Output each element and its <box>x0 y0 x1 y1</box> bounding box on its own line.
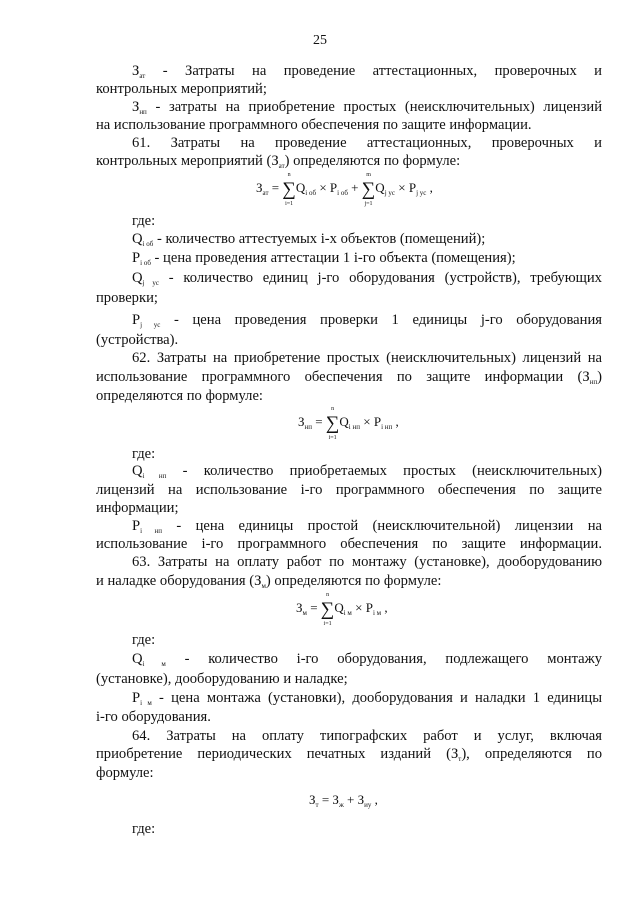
text-line: $З_{нп}$ - затраты на приобретение простых (неисключительных) лицензий <box>132 99 602 116</box>
text-line: лицензий на использование i-го программного обеспечения по защите <box>96 482 602 498</box>
text-line: приобретение периодических печатных изданий $(З_т)$, определяются по <box>96 746 602 763</box>
text-line: где: <box>132 446 156 462</box>
text-line: использование программного обеспечения по защите информации $(З_{нп})$ <box>96 369 602 386</box>
sum-symbol: ∑ n i=1 <box>320 592 335 627</box>
text-line: проверки; <box>96 290 158 306</box>
formula-attestation: $З_{ат}$ = ∑ n i=1 $Q_{i об} \times P_{i об}$ + ∑ m j=1 $Q_{j ус} \times P_{j ус}$ , <box>256 172 433 207</box>
formula-installation: $З_м$ = ∑ n i=1 $Q_{i м} \times P_{i м}$ , <box>296 592 388 627</box>
text-line: $Q_{i м}$ - количество i-го оборудования, подлежащего монтажу <box>132 651 602 668</box>
text-line: информации; <box>96 500 179 516</box>
text-line: 61. Затраты на проведение аттестационных, проверочных и <box>132 135 602 151</box>
sum-symbol: ∑ n i=1 <box>325 406 340 441</box>
text-line: на использование программного обеспечения по защите информации. <box>96 117 532 133</box>
text-line: где: <box>132 821 156 837</box>
text-line: определяются по формуле: <box>96 388 263 404</box>
text-line: $Q_{i нп}$ - количество приобретаемых простых (неисключительных) <box>132 463 603 480</box>
text-line: где: <box>132 632 156 648</box>
formula-licenses: $З_{нп}$ = ∑ n i=1 $Q_{i нп} \times P_{i нп}$ , <box>298 406 399 441</box>
sum-symbol: ∑ m j=1 <box>361 172 376 207</box>
text-line: $P_{i нп}$ - цена единицы простой (неисключительной) лицензии на <box>132 518 602 535</box>
text-line: (установке), дооборудованию и наладке; <box>96 671 348 687</box>
text-line: 63. Затраты на оплату работ по монтажу (установке), дооборудованию <box>132 554 602 570</box>
text-line: и наладке оборудования $(З_м)$ определяются по формуле: <box>96 573 442 590</box>
text-line: 62. Затраты на приобретение простых (неисключительных) лицензий на <box>132 350 602 366</box>
text-line: $З_{ат}$ - Затраты на проведение аттестационных, проверочных и <box>132 63 602 80</box>
text-line: контрольных мероприятий $(З_{ат})$ определяются по формуле: <box>96 153 461 170</box>
page-number: 25 <box>313 33 327 48</box>
text-line: формуле: <box>96 765 154 781</box>
text-line: $P_{i м}$ - цена монтажа (установки), дооборудования и наладки 1 единицы <box>132 690 602 707</box>
sum-symbol: ∑ n i=1 <box>282 172 296 207</box>
text-line: использование i-го программного обеспечения по защите информации. <box>96 536 602 552</box>
text-line: $Q_{i об}$ - количество аттестуемых i-х объектов (помещений); <box>132 231 486 248</box>
text-line: $Q_{j ус}$ - количество единиц j-го оборудования (устройств), требующих <box>132 270 602 287</box>
text-line: i-го оборудования. <box>96 709 211 725</box>
text-line: (устройства). <box>96 332 179 348</box>
text-line: $P_{i об}$ - цена проведения аттестации 1 i-го объекта (помещения); <box>132 250 516 267</box>
text-line: где: <box>132 213 156 229</box>
text-line: $P_{j ус}$ - цена проведения проверки 1 единицы j-го оборудования <box>132 312 602 329</box>
text-line: контрольных мероприятий; <box>96 81 267 97</box>
text-line: 64. Затраты на оплату типографских работ и услуг, включая <box>132 728 602 744</box>
formula-printing: $З_т = З_ж + З_{иу}$ , <box>309 792 378 809</box>
